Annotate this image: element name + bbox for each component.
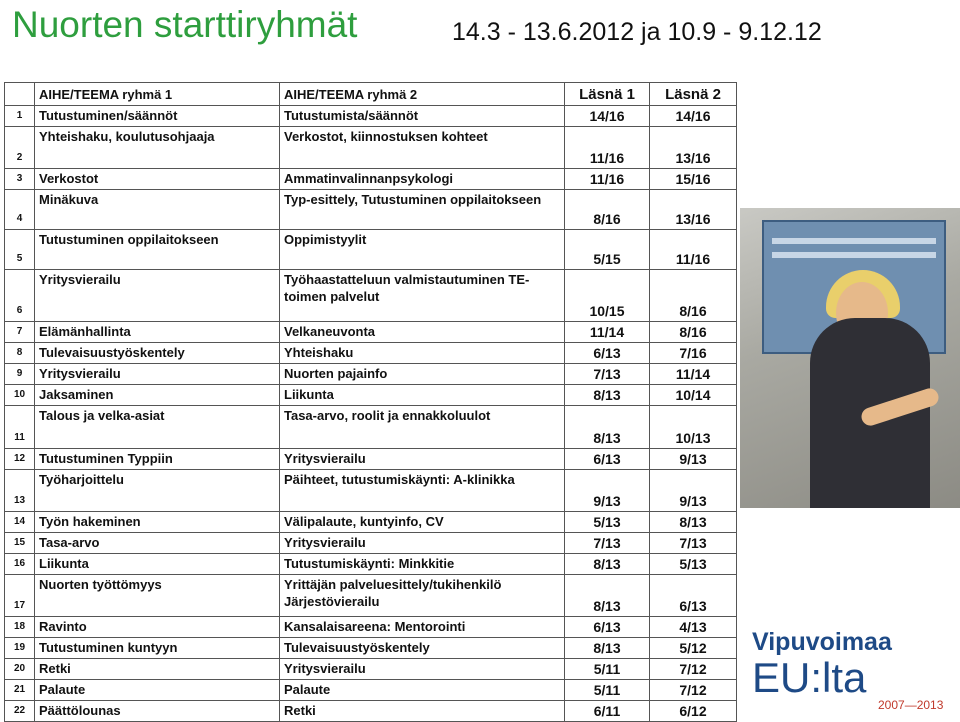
table-body xyxy=(5,106,737,722)
table-row xyxy=(5,575,737,617)
attendance-1: 5/15 xyxy=(565,230,650,270)
row-number: 4 xyxy=(5,190,35,230)
topic-group-1: Tutustuminen Typpiin xyxy=(35,449,280,470)
attendance-2: 7/13 xyxy=(650,533,737,554)
row-number: 8 xyxy=(5,343,35,364)
topic-group-2: Ammatinvalinnanpsykologi xyxy=(280,169,565,190)
table-row xyxy=(5,106,737,127)
topic-group-1: Tutustuminen oppilaitokseen xyxy=(35,230,280,270)
row-number: 18 xyxy=(5,617,35,638)
table-row xyxy=(5,343,737,364)
attendance-1: 8/16 xyxy=(565,190,650,230)
attendance-2: 5/12 xyxy=(650,638,737,659)
attendance-1: 6/13 xyxy=(565,343,650,364)
attendance-1: 9/13 xyxy=(565,470,650,512)
page-title: Nuorten starttiryhmät xyxy=(12,4,358,45)
topic-group-1: Nuorten työttömyys xyxy=(35,575,280,617)
attendance-1: 5/11 xyxy=(565,659,650,680)
topic-group-2: Oppimistyylit xyxy=(280,230,565,270)
row-number: 21 xyxy=(5,680,35,701)
attendance-2: 11/14 xyxy=(650,364,737,385)
header-attendance-1: Läsnä 1 xyxy=(565,83,650,106)
attendance-2: 13/16 xyxy=(650,190,737,230)
topic-group-2: Yritysvierailu xyxy=(280,449,565,470)
row-number: 13 xyxy=(5,470,35,512)
header-number-cell xyxy=(5,83,35,106)
topic-group-2: Yritysvierailu xyxy=(280,659,565,680)
attendance-1: 14/16 xyxy=(565,106,650,127)
table-row xyxy=(5,533,737,554)
attendance-2: 5/13 xyxy=(650,554,737,575)
topic-group-2: Verkostot, kiinnostuksen kohteet xyxy=(280,127,565,169)
row-number: 15 xyxy=(5,533,35,554)
topic-group-1: Palaute xyxy=(35,680,280,701)
topic-group-1: Ravinto xyxy=(35,617,280,638)
topic-group-2: Yrittäjän palveluesittely/tukihenkilö Järjestövierailu xyxy=(280,575,565,617)
attendance-1: 7/13 xyxy=(565,364,650,385)
attendance-2: 4/13 xyxy=(650,617,737,638)
attendance-2: 11/16 xyxy=(650,230,737,270)
attendance-1: 11/16 xyxy=(565,169,650,190)
topic-group-2: Tasa-arvo, roolit ja ennakkoluulot xyxy=(280,406,565,449)
row-number: 12 xyxy=(5,449,35,470)
row-number: 3 xyxy=(5,169,35,190)
topic-group-1: Minäkuva xyxy=(35,190,280,230)
attendance-2: 8/16 xyxy=(650,322,737,343)
attendance-1: 8/13 xyxy=(565,554,650,575)
table-row xyxy=(5,169,737,190)
row-number: 17 xyxy=(5,575,35,617)
table-row xyxy=(5,554,737,575)
logo-years: 2007—2013 xyxy=(878,698,944,712)
topic-group-2: Tulevaisuustyöskentely xyxy=(280,638,565,659)
attendance-2: 14/16 xyxy=(650,106,737,127)
table-row xyxy=(5,449,737,470)
row-number: 19 xyxy=(5,638,35,659)
topic-group-1: Tasa-arvo xyxy=(35,533,280,554)
topic-group-2: Yhteishaku xyxy=(280,343,565,364)
classroom-photo xyxy=(740,208,960,508)
topic-group-2: Liikunta xyxy=(280,385,565,406)
table-row xyxy=(5,322,737,343)
row-number: 7 xyxy=(5,322,35,343)
table-row xyxy=(5,512,737,533)
topic-group-1: Tutustuminen kuntyyn xyxy=(35,638,280,659)
topic-group-1: Yhteishaku, koulutusohjaaja xyxy=(35,127,280,169)
topic-group-2: Typ-esittely, Tutustuminen oppilaitokseen xyxy=(280,190,565,230)
row-number: 1 xyxy=(5,106,35,127)
attendance-1: 5/13 xyxy=(565,512,650,533)
topic-group-2: Päihteet, tutustumiskäynti: A-klinikka xyxy=(280,470,565,512)
topic-group-2: Välipalaute, kuntyinfo, CV xyxy=(280,512,565,533)
attendance-2: 13/16 xyxy=(650,127,737,169)
topic-group-2: Kansalaisareena: Mentorointi xyxy=(280,617,565,638)
date-range: 14.3 - 13.6.2012 ja 10.9 - 9.12.12 xyxy=(452,18,822,46)
table-header-row xyxy=(5,83,737,106)
attendance-2: 7/16 xyxy=(650,343,737,364)
table-row xyxy=(5,659,737,680)
topic-group-2: Nuorten pajainfo xyxy=(280,364,565,385)
attendance-1: 6/13 xyxy=(565,617,650,638)
attendance-1: 7/13 xyxy=(565,533,650,554)
attendance-2: 15/16 xyxy=(650,169,737,190)
schedule-table xyxy=(4,82,737,722)
topic-group-2: Velkaneuvonta xyxy=(280,322,565,343)
row-number: 9 xyxy=(5,364,35,385)
header-attendance-2: Läsnä 2 xyxy=(650,83,737,106)
attendance-2: 9/13 xyxy=(650,470,737,512)
topic-group-2: Yritysvierailu xyxy=(280,533,565,554)
row-number: 16 xyxy=(5,554,35,575)
topic-group-2: Palaute xyxy=(280,680,565,701)
row-number: 5 xyxy=(5,230,35,270)
table-row xyxy=(5,385,737,406)
table-row xyxy=(5,638,737,659)
attendance-2: 9/13 xyxy=(650,449,737,470)
attendance-1: 5/11 xyxy=(565,680,650,701)
attendance-1: 6/11 xyxy=(565,701,650,722)
header-topic-group-1: AIHE/TEEMA ryhmä 1 xyxy=(35,83,280,106)
topic-group-1: Elämänhallinta xyxy=(35,322,280,343)
logo-line1: Vipuvoimaa xyxy=(752,628,892,656)
header-topic-group-2: AIHE/TEEMA ryhmä 2 xyxy=(280,83,565,106)
table-row xyxy=(5,190,737,230)
attendance-1: 8/13 xyxy=(565,385,650,406)
topic-group-1: Työharjoittelu xyxy=(35,470,280,512)
logo-line2: EU:lta xyxy=(752,654,867,701)
table-row xyxy=(5,230,737,270)
topic-group-2: Tutustumiskäynti: Minkkitie xyxy=(280,554,565,575)
row-number: 22 xyxy=(5,701,35,722)
attendance-2: 8/13 xyxy=(650,512,737,533)
table-row xyxy=(5,270,737,322)
topic-group-1: Tulevaisuustyöskentely xyxy=(35,343,280,364)
attendance-2: 7/12 xyxy=(650,659,737,680)
topic-group-1: Verkostot xyxy=(35,169,280,190)
topic-group-1: Päättölounas xyxy=(35,701,280,722)
attendance-1: 8/13 xyxy=(565,406,650,449)
row-number: 11 xyxy=(5,406,35,449)
attendance-2: 6/12 xyxy=(650,701,737,722)
attendance-2: 6/13 xyxy=(650,575,737,617)
attendance-2: 7/12 xyxy=(650,680,737,701)
topic-group-2: Työhaastatteluun valmistautuminen TE-toimen palvelut xyxy=(280,270,565,322)
eu-logo xyxy=(752,628,952,712)
attendance-1: 8/13 xyxy=(565,638,650,659)
table-row xyxy=(5,406,737,449)
attendance-1: 8/13 xyxy=(565,575,650,617)
row-number: 14 xyxy=(5,512,35,533)
attendance-2: 10/13 xyxy=(650,406,737,449)
topic-group-1: Talous ja velka-asiat xyxy=(35,406,280,449)
table-row xyxy=(5,617,737,638)
topic-group-2: Retki xyxy=(280,701,565,722)
row-number: 20 xyxy=(5,659,35,680)
attendance-2: 8/16 xyxy=(650,270,737,322)
row-number: 6 xyxy=(5,270,35,322)
attendance-2: 10/14 xyxy=(650,385,737,406)
table-row xyxy=(5,127,737,169)
topic-group-1: Liikunta xyxy=(35,554,280,575)
topic-group-2: Tutustumista/säännöt xyxy=(280,106,565,127)
topic-group-1: Retki xyxy=(35,659,280,680)
row-number: 10 xyxy=(5,385,35,406)
table-row xyxy=(5,470,737,512)
topic-group-1: Tutustuminen/säännöt xyxy=(35,106,280,127)
attendance-1: 10/15 xyxy=(565,270,650,322)
topic-group-1: Työn hakeminen xyxy=(35,512,280,533)
attendance-1: 11/14 xyxy=(565,322,650,343)
topic-group-1: Yritysvierailu xyxy=(35,364,280,385)
topic-group-1: Yritysvierailu xyxy=(35,270,280,322)
attendance-1: 11/16 xyxy=(565,127,650,169)
table-row xyxy=(5,680,737,701)
attendance-1: 6/13 xyxy=(565,449,650,470)
row-number: 2 xyxy=(5,127,35,169)
table-row xyxy=(5,701,737,722)
table-row xyxy=(5,364,737,385)
topic-group-1: Jaksaminen xyxy=(35,385,280,406)
